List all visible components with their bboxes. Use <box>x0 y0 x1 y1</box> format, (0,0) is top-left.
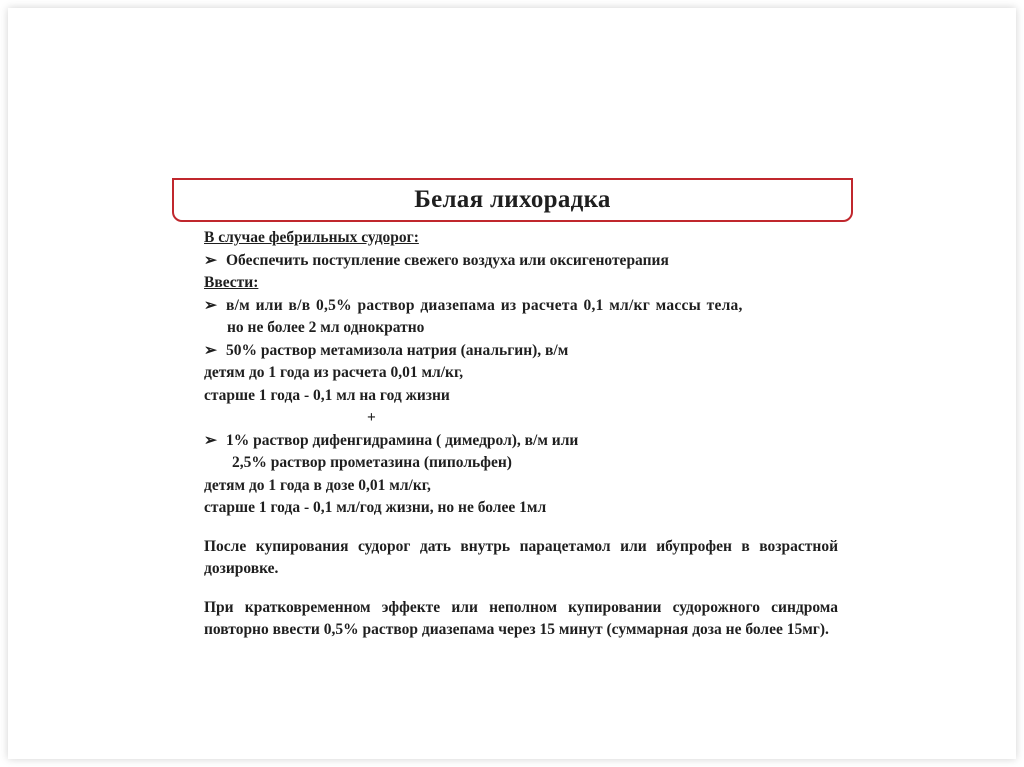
arrow-bullet-icon: ➢ <box>204 341 217 359</box>
dose-line: детям до 1 года из расчета 0,01 мл/кг, <box>204 364 464 381</box>
dose-line: старше 1 года - 0,1 мл на год жизни <box>204 386 450 404</box>
list-item-continuation: но не более 2 мл однократно <box>227 319 425 336</box>
list-item: ➢ 50% раствор метамизола натрия (анальгин), в/м <box>204 340 838 363</box>
list-item: ➢ 1% раствор дифенгидрамина ( димедрол), в/м или <box>204 430 838 453</box>
list-item: ➢ в/м или в/в 0,5% раствор диазепама из расчета 0,1 мл/кг массы тела, <box>204 295 838 318</box>
paragraph: После купирования судорог дать внутрь парацетамол или ибупрофен в возрастной дозировке. <box>204 537 838 577</box>
arrow-bullet-icon: ➢ <box>204 431 217 449</box>
slide-body <box>204 227 838 642</box>
section-heading: Ввести: <box>204 274 259 291</box>
slide-title: Белая лихорадка <box>414 186 611 213</box>
section-heading: В случае фебрильных судорог: <box>204 229 419 246</box>
paragraph: При кратковременном эффекте или неполном купировании судорожного синдрома повторно ввести 0,5% раствор диазепама через 15 минут (суммарная доза не более 15мг). <box>204 598 838 638</box>
slide-content <box>172 178 853 686</box>
spacer <box>204 581 838 597</box>
list-item: ➢ Обеспечить поступление свежего воздуха или оксигенотерапия <box>204 250 838 273</box>
dose-line: старше 1 года - 0,1 мл/год жизни, но не более 1мл <box>204 499 547 516</box>
title-bar <box>172 178 853 222</box>
arrow-bullet-icon: ➢ <box>204 296 217 314</box>
plus-sign: + <box>367 409 376 426</box>
dose-line: детям до 1 года в дозе 0,01 мл/кг, <box>204 476 431 494</box>
arrow-bullet-icon: ➢ <box>204 251 217 269</box>
spacer <box>204 520 838 536</box>
list-item-continuation: 2,5% раствор прометазина (пипольфен) <box>232 454 512 471</box>
